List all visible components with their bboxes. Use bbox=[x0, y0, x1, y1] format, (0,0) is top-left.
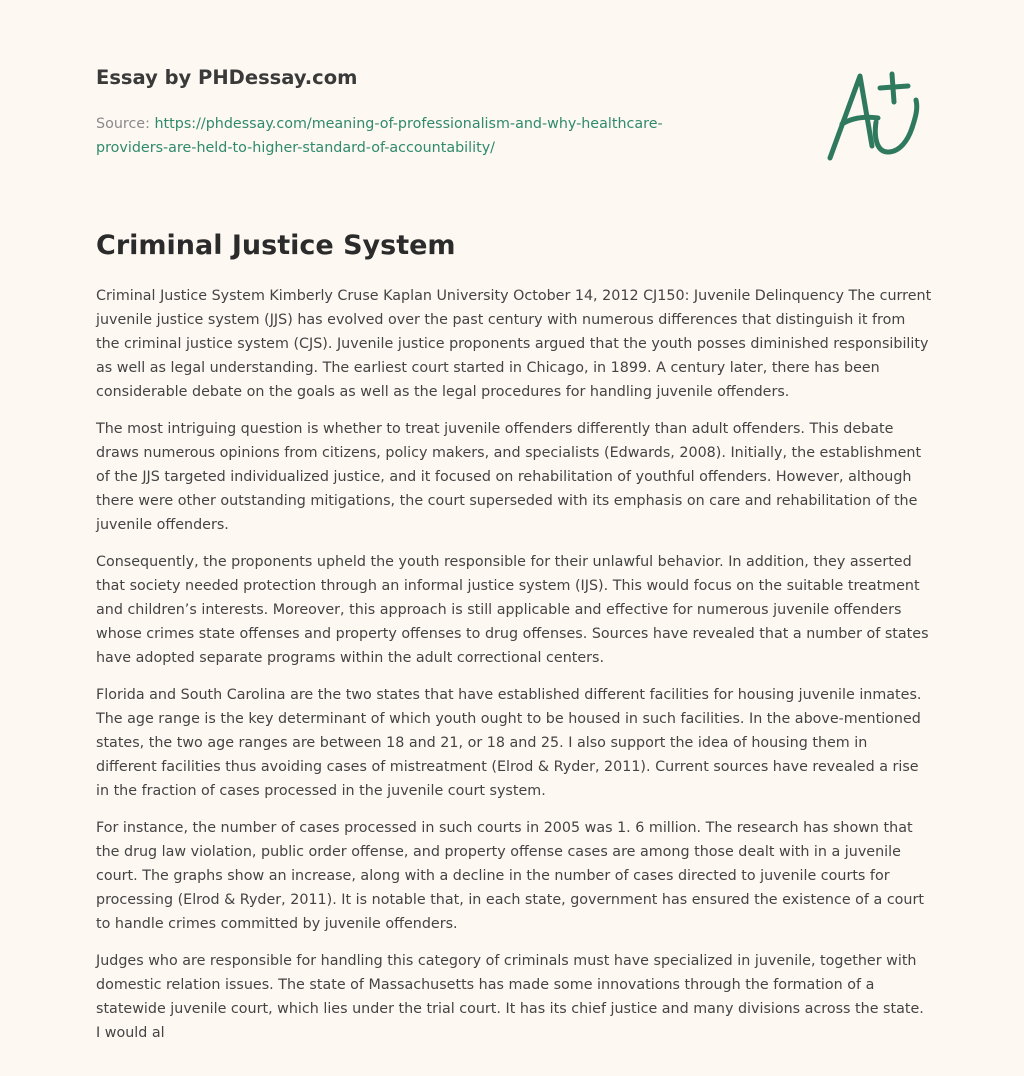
essay-paragraph: For instance, the number of cases processed in such courts in 2005 was 1. 6 million. The research has shown that the drug law violation, public order offense, and property offense cases are among those dealt with in a juvenile court. The graphs show an increase, along with a decline in the number of cases directed to juvenile courts for processing (Elrod & Ryder, 2011). It is notable that, in each state, government has ensured the existence of a court to handle crimes committed by juvenile offenders. bbox=[96, 820, 924, 932]
essay-paragraph: Judges who are responsible for handling this category of criminals must have specialized in juvenile, together with domestic relation issues. The state of Massachusetts has made some innovations through the formation of a statewide juvenile court, which lies under the trial court. It has its chief justice and many divisions across the state. I would al bbox=[96, 953, 924, 1041]
source-label: Source: bbox=[96, 116, 150, 132]
essay-title: Criminal Justice System bbox=[96, 230, 456, 261]
essay-body bbox=[96, 284, 932, 1058]
essay-paragraph: Florida and South Carolina are the two states that have established different facilities for housing juvenile inmates. The age range is the key determinant of which youth ought to be housed in such facilities. In the above-mentioned states, the two age ranges are between 18 and 21, or 18 and 25. I also support the idea of housing them in different facilities thus avoiding cases of mistreatment (Elrod & Ryder, 2011). Current sources have revealed a rise in the fraction of cases processed in the juvenile court system. bbox=[96, 687, 922, 799]
essay-paragraph: The most intriguing question is whether to treat juvenile offenders differently than adult offenders. This debate draws numerous opinions from citizens, policy makers, and specialists (Edwards, 2008). Initially, the establishment of the JJS targeted individualized justice, and it focused on rehabilitation of youthful offenders. However, although there were other outstanding mitigations, the court superseded with its emphasis on care and rehabilitation of the juvenile offenders. bbox=[96, 421, 922, 533]
essay-paragraph: Consequently, the proponents upheld the youth responsible for their unlawful behavior. In addition, they asserted that society needed protection through an informal justice system (IJS). This would focus on the suitable treatment and children’s interests. Moreover, this approach is still applicable and effective for numerous juvenile offenders whose crimes state offenses and property offenses to drug offenses. Sources have revealed that a number of states have adopted separate programs within the adult correctional centers. bbox=[96, 554, 929, 666]
a-plus-logo-icon bbox=[820, 66, 930, 166]
source-line bbox=[96, 112, 736, 160]
source-link-line-1: https://phdessay.com/meaning-of-professionalism-and-why-healthcare- bbox=[154, 116, 663, 132]
source-link-line-2: providers-are-held-to-higher-standard-of-accountability/ bbox=[96, 140, 495, 156]
page-header bbox=[96, 64, 736, 160]
site-title: Essay by PHDessay.com bbox=[96, 66, 358, 89]
source-link[interactable] bbox=[96, 116, 663, 156]
essay-paragraph: Criminal Justice System Kimberly Cruse Kaplan University October 14, 2012 CJ150: Juvenile Delinquency The current juvenile justice system (JJS) has evolved over the past century with numerous differences that distinguish it from the criminal justice system (CJS). Juvenile justice proponents argued that the youth posses diminished responsibility as well as legal understanding. The earliest court started in Chicago, in 1899. A century later, there has been considerable debate on the goals as well as the legal procedures for handling juvenile offenders. bbox=[96, 288, 932, 400]
